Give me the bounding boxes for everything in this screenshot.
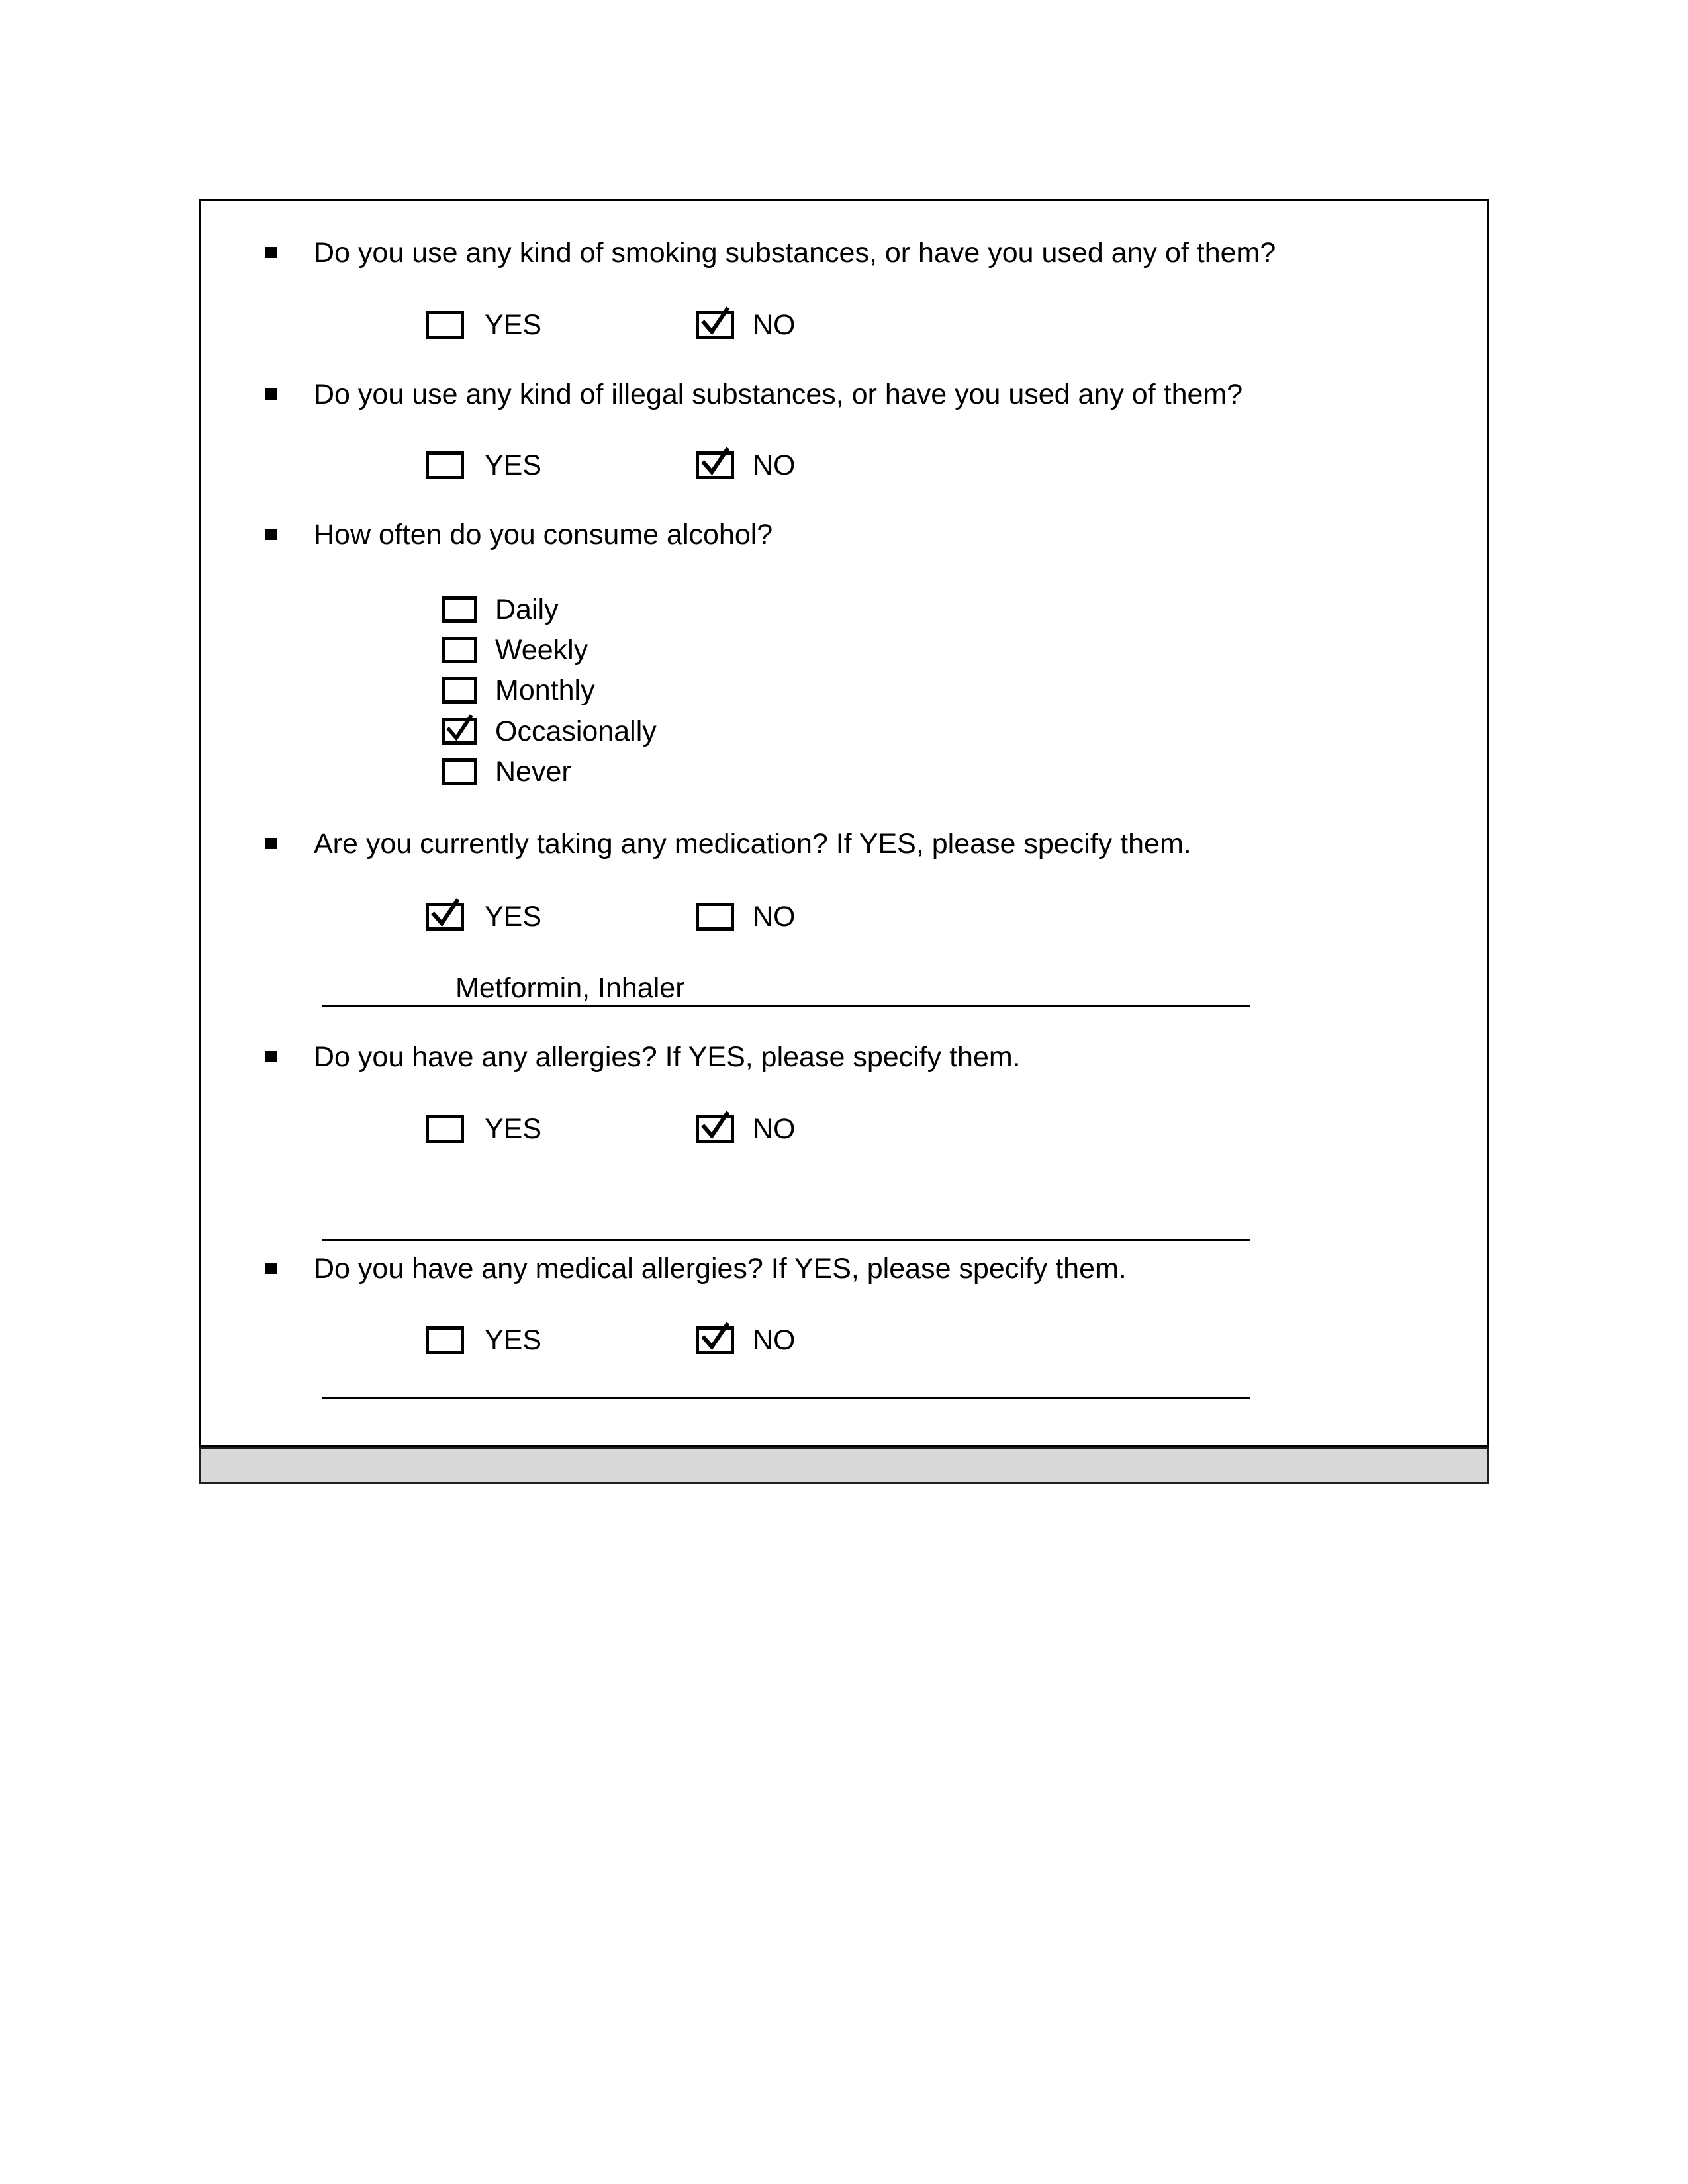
question-alcohol-frequency [201,518,1487,552]
checkbox-no-medication[interactable] [696,903,734,931]
checkbox-label-no: NO [753,1324,796,1356]
question-text: Do you have any medical allergies? If YES, please specify them. [314,1253,1127,1285]
option-label-daily: Daily [495,594,559,625]
option-row-monthly [201,674,1487,706]
answer-line-allergies[interactable] [322,1204,1250,1241]
bullet-icon [265,838,277,849]
option-label-weekly: Weekly [495,634,588,666]
bullet-icon [265,388,277,400]
checkbox-weekly[interactable] [442,637,477,663]
checkbox-label-yes: YES [485,449,542,481]
checkbox-no-illegal[interactable] [696,451,734,479]
checkmark-icon [426,899,465,928]
checkmark-icon [696,307,735,336]
answer-row-smoking [201,311,1487,339]
checkbox-label-no: NO [753,309,796,341]
answer-row-illegal-substances [201,451,1487,479]
checkbox-label-no: NO [753,901,796,933]
checkbox-label-yes: YES [485,1113,542,1145]
checkmark-icon [696,1111,735,1140]
option-row-weekly [201,634,1487,666]
checkbox-daily[interactable] [442,596,477,623]
question-medication [201,827,1487,861]
option-label-never: Never [495,756,571,788]
checkbox-no-smoking[interactable] [696,311,734,339]
option-row-daily [201,596,1487,623]
option-label-monthly: Monthly [495,674,595,706]
option-row-occasionally [201,715,1487,747]
bullet-icon [265,1051,277,1062]
checkbox-no-medical-allergies[interactable] [696,1326,734,1354]
bullet-icon [265,529,277,540]
checkbox-yes-allergies[interactable] [426,1115,464,1143]
option-row-never [201,756,1487,788]
answer-row-medication [201,903,1487,931]
checkbox-label-yes: YES [485,309,542,341]
question-medical-allergies [201,1251,1487,1286]
checkmark-icon [696,1322,735,1351]
question-text: Do you have any allergies? If YES, please specify them. [314,1041,1021,1073]
question-illegal-substances [201,377,1487,412]
answer-line-medication[interactable] [322,970,1250,1007]
checkbox-yes-medical-allergies[interactable] [426,1326,464,1354]
answer-row-medical-allergies [201,1326,1487,1354]
checkbox-label-no: NO [753,1113,796,1145]
question-text: Are you currently taking any medication? If YES, please specify them. [314,828,1192,860]
checkbox-label-yes: YES [485,901,542,933]
checkbox-no-allergies[interactable] [696,1115,734,1143]
question-allergies [201,1040,1487,1074]
checkbox-label-no: NO [753,449,796,481]
answer-line-medical-allergies[interactable] [322,1362,1250,1399]
checkbox-yes-medication[interactable] [426,903,464,931]
footer-bar [199,1447,1489,1484]
checkbox-never[interactable] [442,758,477,785]
checkbox-occasionally[interactable] [442,718,477,745]
checkmark-icon [696,447,735,477]
option-label-occasionally: Occasionally [495,715,657,747]
checkbox-yes-smoking[interactable] [426,311,464,339]
question-smoking [201,236,1487,270]
medication-answer-text: Metformin, Inhaler [455,972,685,1004]
questionnaire-box [199,199,1489,1447]
question-text: Do you use any kind of smoking substances, or have you used any of them? [314,237,1276,269]
answer-row-allergies [201,1115,1487,1143]
bullet-icon [265,247,277,258]
bullet-icon [265,1263,277,1274]
checkmark-icon [442,715,477,742]
checkbox-monthly[interactable] [442,677,477,704]
question-text: Do you use any kind of illegal substances, or have you used any of them? [314,379,1243,410]
checkbox-yes-illegal[interactable] [426,451,464,479]
question-text: How often do you consume alcohol? [314,519,773,551]
checkbox-label-yes: YES [485,1324,542,1356]
